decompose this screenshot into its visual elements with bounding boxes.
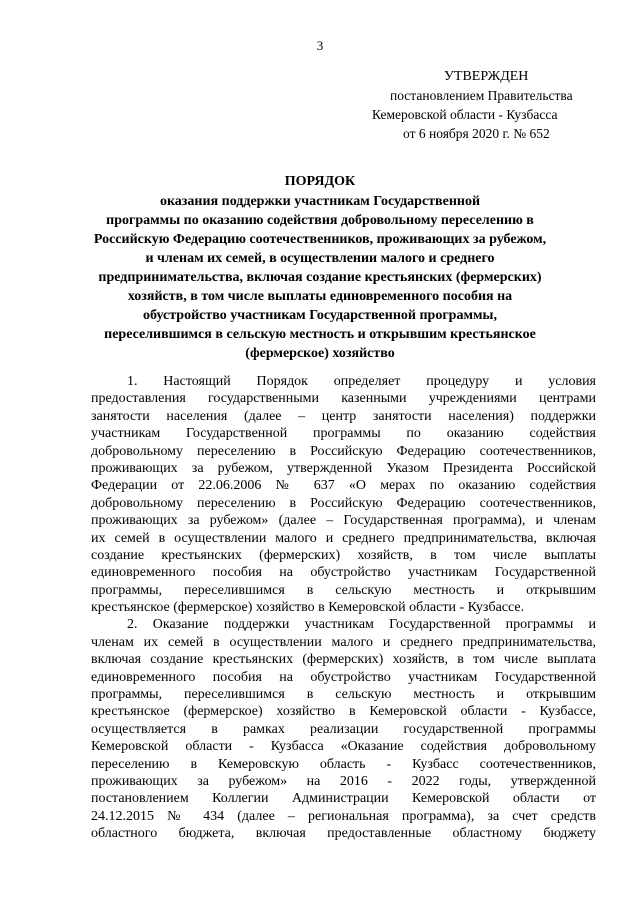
paragraph-line: программы, переселившимся в сельскую местность и открывшим: [91, 582, 596, 598]
paragraph-line: добровольному переселению в Российскую Федерацию соотечественников,: [91, 443, 596, 459]
paragraph-line: 2. Оказание поддержки участникам Государственной программы и: [127, 617, 596, 633]
paragraph-line: единовременного пособия на обустройство участникам Государственной: [91, 565, 596, 581]
paragraph-line: 24.12.2015 № 434 (далее – региональная программа), за счет средств: [91, 808, 596, 824]
paragraph-line: занятости населения (далее – центр занятости населения) поддержки: [91, 408, 596, 424]
document-title-line: и членам их семей, в осуществлении малого и среднего: [145, 251, 495, 266]
paragraph-line: участникам Государственной программы по оказанию содействия: [91, 426, 596, 442]
paragraph-line: переселению в Кемеровскую область - Кузбасс соотечественников,: [91, 756, 596, 772]
paragraph-line: областного бюджета, включая предоставленные областному бюджету: [91, 826, 596, 842]
document-title: [60, 172, 580, 363]
paragraph-line: программы, переселившимся в сельскую местность и открывшим: [91, 687, 596, 703]
paragraph-line: членам их семей в осуществлении малого и среднего предпринимательства,: [91, 634, 596, 650]
document-title-line: оказания поддержки участникам Государственной: [159, 194, 481, 209]
paragraph-line: их семей в осуществлении малого и среднего предпринимательства, включая: [91, 530, 596, 546]
paragraph-line: крестьянское (фермерское) хозяйство в Кемеровской области - Кузбассе,: [91, 704, 596, 720]
paragraph-line: проживающих за рубежом, утвержденной Указом Президента Российской: [91, 460, 596, 476]
paragraph-line: единовременного пособия на обустройство участникам Государственной: [91, 669, 596, 685]
paragraph-1: [91, 373, 596, 616]
approval-block: [372, 67, 602, 143]
document-title-line: обустройство участникам Государственной программы,: [143, 308, 497, 323]
paragraph-line: проживающих за рубежом» на 2016 - 2022 годы, утвержденной: [91, 773, 596, 789]
paragraph-line: включая создание крестьянских (фермерских) хозяйств, в том числе выплата: [91, 652, 596, 668]
paragraph-line: добровольному переселению в Российскую Федерацию соотечественников,: [91, 495, 596, 511]
document-body: [91, 373, 596, 843]
approval-title: УТВЕРЖДЕН: [444, 69, 529, 84]
document-title-line: предпринимательства, включая создание крестьянских (фермерских): [98, 270, 542, 285]
paragraph-line: Кемеровской области - Кузбасса «Оказание содействия добровольному: [91, 739, 596, 755]
paragraph-line: Федерации от 22.06.2006 № 637 «О мерах по оказанию содействия: [91, 478, 596, 494]
document-title-line: программы по оказанию содействия добровольному переселению в: [106, 213, 534, 228]
page-number: 3: [316, 38, 324, 53]
document-title-line: (фермерское) хозяйство: [245, 346, 395, 361]
document-title-line: переселившимся в сельскую местность и открывшим крестьянское: [104, 327, 536, 342]
paragraph-line: постановлением Коллегии Администрации Кемеровской области от: [91, 791, 596, 807]
paragraph-line: создание крестьянских (фермерских) хозяйств, в том числе выплаты: [91, 547, 596, 563]
paragraph-line: предоставления государственными казенными учреждениями центрами: [91, 391, 596, 407]
document-title-main: ПОРЯДОК: [284, 174, 356, 189]
approval-line: постановлением Правительства: [390, 88, 573, 103]
document-title-line: хозяйств, в том числе выплаты единовременного пособия на: [127, 289, 513, 304]
approval-line: от 6 ноября 2020 г. № 652: [403, 126, 550, 141]
approval-line: Кемеровской области - Кузбасса: [372, 107, 558, 122]
document-title-line: Российскую Федерацию соотечественников, проживающих за рубежом,: [93, 232, 547, 247]
paragraph-line: осуществляется в рамках реализации государственной программы: [91, 721, 596, 737]
paragraph-line: 1. Настоящий Порядок определяет процедуру и условия: [127, 374, 596, 389]
paragraph-line: проживающих за рубежом» (далее – Государственная программа), и членам: [91, 513, 596, 529]
paragraph-line: крестьянское (фермерское) хозяйство в Кемеровской области - Кузбассе.: [91, 600, 525, 616]
paragraph-2: [91, 616, 596, 842]
